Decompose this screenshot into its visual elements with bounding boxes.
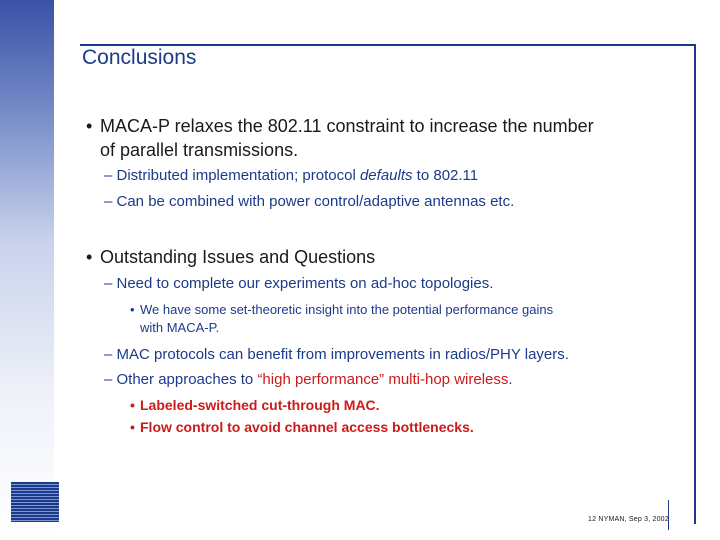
bullet-1-sub-2: – Can be combined with power control/adaptive antennas etc. [104, 193, 515, 210]
bullet-dot-icon: • [86, 247, 93, 267]
bullet-dot-icon: • [130, 419, 135, 435]
bullet-dot-icon: • [86, 116, 93, 136]
bullet-1-continuation: of parallel transmissions. [100, 140, 299, 160]
bullet-2-sub-2: – MAC protocols can benefit from improvements in radios/PHY layers. [104, 346, 569, 363]
bullet-1-sub-1: – Distributed implementation; protocol defaults to 802.11 [104, 167, 479, 184]
frame-right-line [694, 44, 696, 524]
bullet-1: • MACA-P relaxes the 802.11 constraint to increase the number [86, 116, 594, 136]
slide-title: Conclusions [82, 46, 197, 69]
bullet-2-sub-3-detail-1: • Labeled-switched cut-through MAC. [130, 397, 380, 413]
bullet-2-sub-1-detail: • We have some set-theoretic insight into the potential performance gains [130, 302, 554, 317]
bullet-dot-icon: • [130, 302, 135, 317]
bullet-2-sub-3-detail-2: • Flow control to avoid channel access bottlenecks. [130, 419, 474, 435]
bullet-2-sub-1: – Need to complete our experiments on ad-hoc topologies. [104, 275, 494, 292]
bullet-2-sub-1-detail-cont: with MACA-P. [140, 320, 220, 335]
bullet-2: • Outstanding Issues and Questions [86, 247, 376, 267]
slide-footer: 12 NYMAN, Sep 3, 2002 [588, 516, 669, 523]
bullet-2-sub-3: – Other approaches to “high performance” multi-hop wireless. [104, 371, 513, 388]
logo-stripes [11, 482, 59, 522]
bullet-dot-icon: • [130, 397, 135, 413]
frame-bottom-tick [668, 500, 669, 530]
sidebar-gradient [0, 0, 54, 540]
